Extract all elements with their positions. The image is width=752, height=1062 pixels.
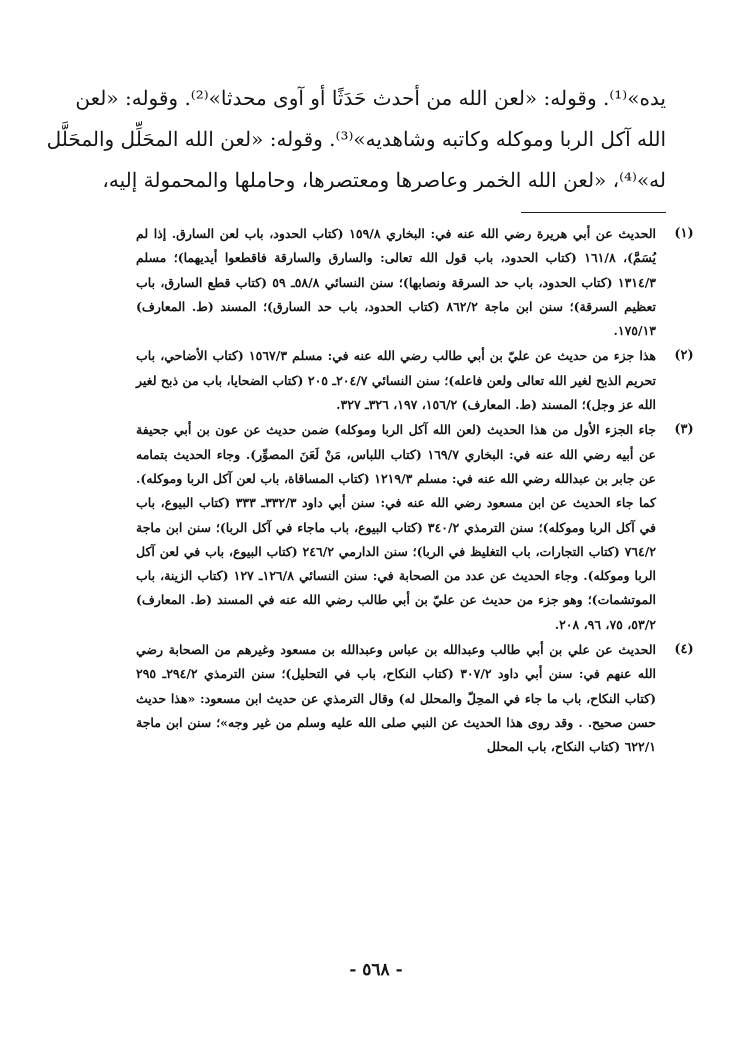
- footnote-number: (٢): [674, 348, 694, 364]
- footnote-number: (٣): [674, 422, 694, 438]
- footnote-2: [136, 344, 694, 417]
- footnote-text: الحديث عن أبي هريرة رضي الله عنه في: البخاري ١٥٩/٨ (كتاب الحدود، باب لعن السارق. إذا لم يُسَمَّ)، ١٦١/٨ (كتاب الحدود، باب قول الله تعالى: والسارق والسارقة فاقطعوا أيديهما)؛ مسلم ١٣١٤/٣ (كتاب الحدود، باب حد السرقة ونصابها)؛ سنن النسائي ٥٨/٨ـ ٥٩ (كتاب قطع السارق، باب تعظيم السرقة)؛ سنن ابن ماجة ٨٦٢/٢ (كتاب الحدود، باب حد السارق)؛ المسند (ط. المعارف) ١٧٥/١٣.: [136, 226, 657, 339]
- footnote-1: [136, 222, 694, 343]
- footnote-number: (٤): [674, 642, 694, 658]
- main-text-line-3: له»⁽⁴⁾، «لعن الله الخمر وعاصرها ومعتصرها، وحاملها والمحمولة إليه،: [102, 168, 666, 192]
- footnote-text: جاء الجزء الأول من هذا الحديث (لعن الله آكل الربا وموكله) ضمن حديث عن عون بن أبي جحيفة عن أبيه رضي الله عنه في: البخاري ١٦٩/٧ (كتاب اللباس، مَنْ لَعَنَ المصوِّر). وجاء الحديث بتمامه عن جابر بن عبدالله رضي الله عنه في: مسلم ١٢١٩/٣ (كتاب المساقاة، باب لعن آكل الربا وموكله). كما جاء الحديث عن ابن مسعود رضي الله عنه في: سنن أبي داود ٣٣٢/٣ـ ٣٣٣ (كتاب البيوع، باب في آكل الربا وموكله)؛ سنن الترمذي ٣٤٠/٢ (كتاب البيوع، باب ماجاء في آكل الربا)؛ سنن ابن ماجة ٧٦٤/٢ (كتاب التجارات، باب التغليظ في الربا)؛ سنن الدارمي ٢٤٦/٢ (كتاب البيوع، باب في لعن آكل الربا وموكله). وجاء الحديث عن عدد من الصحابة في: سنن النسائي ١٢٦/٨ـ ١٢٧ (كتاب الزينة، باب الموتشمات)؛ وهو جزء من حديث عن عليّ بن أبي طالب رضي الله عنه في المسند (ط. المعارف) ٥٣/٢، ٧٥، ٩٦، ٢٠٨.: [136, 422, 657, 632]
- main-text: [46, 78, 666, 201]
- page-number: - ٥٦٨ -: [349, 960, 403, 980]
- footnote-4: [136, 638, 694, 759]
- footnotes: [136, 222, 694, 761]
- footnote-3: [136, 418, 694, 637]
- footnote-number: (١): [674, 226, 694, 241]
- footnote-divider: [521, 212, 666, 213]
- main-text-line-1: يده»⁽¹⁾. وقوله: «لعن الله من أحدث حَدَثًا أو آوى محدثا»⁽²⁾. وقوله: «لعن: [75, 86, 666, 110]
- main-text-line-2: الله آكل الربا وموكله وكاتبه وشاهديه»⁽³⁾. وقوله: «لعن الله المحَلِّل والمحَلَّل: [46, 127, 666, 151]
- footnote-text: الحديث عن علي بن أبي طالب وعبدالله بن عباس وعبدالله بن مسعود وغيرهم من الصحابة رضي الله عنهم في: سنن أبي داود ٣٠٧/٢ (كتاب النكاح، باب في التحليل)؛ سنن الترمذي ٢٩٤/٢ـ ٢٩٥ (كتاب النكاح، باب ما جاء في المحِلّ والمحلل له) وقال الترمذي عن حديث ابن مسعود: «هذا حديث حسن صحيح. . وقد روى هذا الحديث عن النبي صلى الله عليه وسلم من غير وجه»؛ سنن ابن ماجة ٦٢٢/١ (كتاب النكاح، باب المحلل: [136, 642, 657, 755]
- footnote-text: هذا جزء من حديث عن عليّ بن أبي طالب رضي الله عنه في: مسلم ١٥٦٧/٣ (كتاب الأضاحي، باب تحريم الذبح لغير الله تعالى ولعن فاعله)؛ سنن النسائي ٢٠٤/٧ـ ٢٠٥ (كتاب الضحايا، باب من ذبح لغير الله عز وجل)؛ المسند (ط. المعارف) ١٥٦/٢، ١٩٧، ٣٢٦ـ ٣٢٧.: [136, 348, 657, 413]
